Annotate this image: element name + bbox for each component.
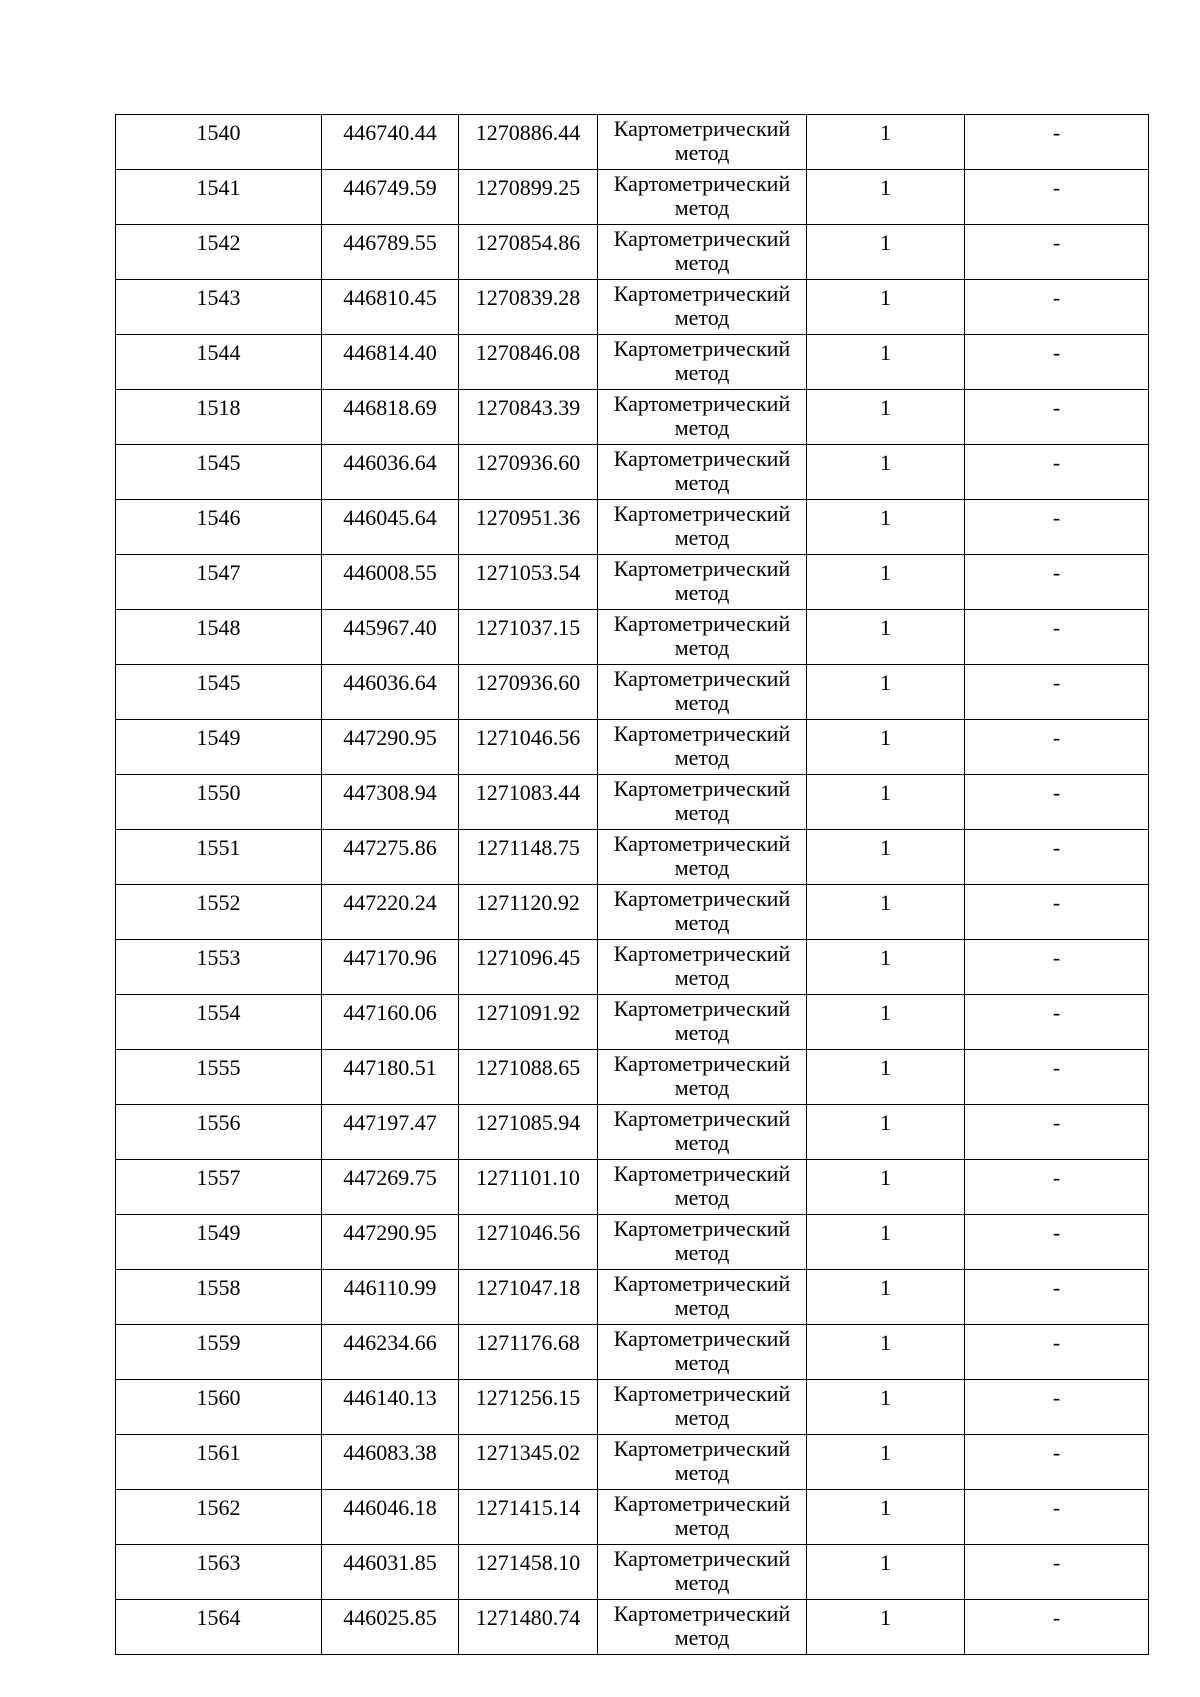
table-row: [116, 1490, 1149, 1545]
method-text-line2: метод: [674, 1570, 730, 1595]
method-text-line1: Картометрический: [613, 446, 791, 471]
point-number-cell: 1543: [116, 280, 322, 335]
y-coordinate-cell: 1271047.18: [459, 1270, 598, 1325]
method-text-line2: метод: [674, 360, 730, 385]
method-cell: [598, 1325, 807, 1380]
method-text-line1: Картометрический: [613, 1271, 791, 1296]
accuracy-cell: 1: [807, 1325, 965, 1380]
note-cell: -: [965, 225, 1149, 280]
x-coordinate-cell: 447275.86: [322, 830, 459, 885]
point-number-cell: 1549: [116, 720, 322, 775]
y-coordinate-cell: 1271458.10: [459, 1545, 598, 1600]
method-text-line1: Картометрический: [613, 666, 791, 691]
table-row: [116, 1600, 1149, 1655]
accuracy-cell: 1: [807, 940, 965, 995]
x-coordinate-cell: 447290.95: [322, 1215, 459, 1270]
point-number-cell: 1545: [116, 445, 322, 500]
x-coordinate-cell: 446749.59: [322, 170, 459, 225]
x-coordinate-cell: 447197.47: [322, 1105, 459, 1160]
method-cell: [598, 280, 807, 335]
accuracy-cell: 1: [807, 830, 965, 885]
accuracy-cell: 1: [807, 885, 965, 940]
y-coordinate-cell: 1271091.92: [459, 995, 598, 1050]
table-row: [116, 445, 1149, 500]
method-text-line1: Картометрический: [613, 1491, 791, 1516]
note-cell: -: [965, 555, 1149, 610]
method-text-line2: метод: [674, 1350, 730, 1375]
table-row: [116, 885, 1149, 940]
x-coordinate-cell: 447308.94: [322, 775, 459, 830]
note-cell: -: [965, 280, 1149, 335]
accuracy-cell: 1: [807, 1105, 965, 1160]
point-number-cell: 1558: [116, 1270, 322, 1325]
y-coordinate-cell: 1271256.15: [459, 1380, 598, 1435]
x-coordinate-cell: 446036.64: [322, 445, 459, 500]
note-cell: -: [965, 170, 1149, 225]
y-coordinate-cell: 1270899.25: [459, 170, 598, 225]
point-number-cell: 1548: [116, 610, 322, 665]
note-cell: -: [965, 1215, 1149, 1270]
method-cell: [598, 1435, 807, 1490]
method-cell: [598, 225, 807, 280]
point-number-cell: 1556: [116, 1105, 322, 1160]
method-text-line1: Картометрический: [613, 171, 791, 196]
method-text-line1: Картометрический: [613, 1436, 791, 1461]
method-text-line1: Картометрический: [613, 501, 791, 526]
point-number-cell: 1564: [116, 1600, 322, 1655]
x-coordinate-cell: 446083.38: [322, 1435, 459, 1490]
x-coordinate-cell: 446031.85: [322, 1545, 459, 1600]
table-row: [116, 610, 1149, 665]
method-text-line2: метод: [674, 855, 730, 880]
method-text-line2: метод: [674, 690, 730, 715]
note-cell: -: [965, 1490, 1149, 1545]
table-row: [116, 500, 1149, 555]
method-text-line2: метод: [674, 1185, 730, 1210]
x-coordinate-cell: 446008.55: [322, 555, 459, 610]
method-text-line2: метод: [674, 1405, 730, 1430]
table-row: [116, 225, 1149, 280]
method-cell: [598, 940, 807, 995]
point-number-cell: 1544: [116, 335, 322, 390]
accuracy-cell: 1: [807, 500, 965, 555]
point-number-cell: 1545: [116, 665, 322, 720]
table-row: [116, 1380, 1149, 1435]
method-cell: [598, 445, 807, 500]
x-coordinate-cell: 447220.24: [322, 885, 459, 940]
method-text-line1: Картометрический: [613, 886, 791, 911]
accuracy-cell: 1: [807, 1270, 965, 1325]
x-coordinate-cell: 446789.55: [322, 225, 459, 280]
note-cell: -: [965, 1050, 1149, 1105]
y-coordinate-cell: 1270843.39: [459, 390, 598, 445]
method-cell: [598, 1600, 807, 1655]
y-coordinate-cell: 1271088.65: [459, 1050, 598, 1105]
y-coordinate-cell: 1271101.10: [459, 1160, 598, 1215]
table-row: [116, 720, 1149, 775]
note-cell: -: [965, 665, 1149, 720]
method-text-line2: метод: [674, 1625, 730, 1650]
point-number-cell: 1550: [116, 775, 322, 830]
method-cell: [598, 665, 807, 720]
x-coordinate-cell: 446810.45: [322, 280, 459, 335]
note-cell: -: [965, 720, 1149, 775]
method-text-line1: Картометрический: [613, 391, 791, 416]
point-number-cell: 1560: [116, 1380, 322, 1435]
y-coordinate-cell: 1271085.94: [459, 1105, 598, 1160]
point-number-cell: 1561: [116, 1435, 322, 1490]
accuracy-cell: 1: [807, 170, 965, 225]
x-coordinate-cell: 446140.13: [322, 1380, 459, 1435]
point-number-cell: 1549: [116, 1215, 322, 1270]
point-number-cell: 1552: [116, 885, 322, 940]
x-coordinate-cell: 447160.06: [322, 995, 459, 1050]
accuracy-cell: 1: [807, 1435, 965, 1490]
method-text-line1: Картометрический: [613, 776, 791, 801]
x-coordinate-cell: 446046.18: [322, 1490, 459, 1545]
note-cell: -: [965, 940, 1149, 995]
y-coordinate-cell: 1271096.45: [459, 940, 598, 995]
method-text-line2: метод: [674, 250, 730, 275]
table-row: [116, 830, 1149, 885]
note-cell: -: [965, 445, 1149, 500]
method-cell: [598, 610, 807, 665]
table-row: [116, 1105, 1149, 1160]
note-cell: -: [965, 830, 1149, 885]
note-cell: -: [965, 1105, 1149, 1160]
method-cell: [598, 1380, 807, 1435]
table-row: [116, 280, 1149, 335]
point-number-cell: 1562: [116, 1490, 322, 1545]
table-row: [116, 555, 1149, 610]
method-cell: [598, 1160, 807, 1215]
method-text-line2: метод: [674, 1020, 730, 1045]
accuracy-cell: 1: [807, 445, 965, 500]
point-number-cell: 1563: [116, 1545, 322, 1600]
accuracy-cell: 1: [807, 665, 965, 720]
method-cell: [598, 1270, 807, 1325]
method-cell: [598, 720, 807, 775]
method-text-line1: Картометрический: [613, 226, 791, 251]
method-text-line1: Картометрический: [613, 281, 791, 306]
method-text-line2: метод: [674, 1295, 730, 1320]
y-coordinate-cell: 1271083.44: [459, 775, 598, 830]
point-number-cell: 1518: [116, 390, 322, 445]
accuracy-cell: 1: [807, 1545, 965, 1600]
method-text-line2: метод: [674, 305, 730, 330]
method-text-line1: Картометрический: [613, 1326, 791, 1351]
point-number-cell: 1547: [116, 555, 322, 610]
note-cell: -: [965, 610, 1149, 665]
method-text-line1: Картометрический: [613, 1106, 791, 1131]
method-text-line1: Картометрический: [613, 556, 791, 581]
method-cell: [598, 1490, 807, 1545]
note-cell: -: [965, 1160, 1149, 1215]
method-text-line2: метод: [674, 800, 730, 825]
method-text-line1: Картометрический: [613, 721, 791, 746]
accuracy-cell: 1: [807, 1380, 965, 1435]
point-number-cell: 1540: [116, 115, 322, 170]
y-coordinate-cell: 1270854.86: [459, 225, 598, 280]
x-coordinate-cell: 446045.64: [322, 500, 459, 555]
y-coordinate-cell: 1270846.08: [459, 335, 598, 390]
method-text-line2: метод: [674, 910, 730, 935]
accuracy-cell: 1: [807, 1490, 965, 1545]
method-text-line2: метод: [674, 580, 730, 605]
method-text-line2: метод: [674, 745, 730, 770]
method-text-line1: Картометрический: [613, 941, 791, 966]
y-coordinate-cell: 1270886.44: [459, 115, 598, 170]
x-coordinate-cell: 446110.99: [322, 1270, 459, 1325]
point-number-cell: 1559: [116, 1325, 322, 1380]
table-row: [116, 665, 1149, 720]
table-row: [116, 1435, 1149, 1490]
method-cell: [598, 555, 807, 610]
method-cell: [598, 1215, 807, 1270]
table-row: [116, 1325, 1149, 1380]
point-number-cell: 1542: [116, 225, 322, 280]
x-coordinate-cell: 446025.85: [322, 1600, 459, 1655]
table-row: [116, 995, 1149, 1050]
note-cell: -: [965, 1435, 1149, 1490]
point-number-cell: 1557: [116, 1160, 322, 1215]
coordinates-table-body: [116, 115, 1149, 1655]
accuracy-cell: 1: [807, 995, 965, 1050]
method-cell: [598, 885, 807, 940]
y-coordinate-cell: 1271037.15: [459, 610, 598, 665]
y-coordinate-cell: 1270839.28: [459, 280, 598, 335]
method-text-line1: Картометрический: [613, 996, 791, 1021]
accuracy-cell: 1: [807, 775, 965, 830]
point-number-cell: 1546: [116, 500, 322, 555]
table-row: [116, 335, 1149, 390]
method-text-line1: Картометрический: [613, 116, 791, 141]
table-row: [116, 1050, 1149, 1105]
y-coordinate-cell: 1271415.14: [459, 1490, 598, 1545]
y-coordinate-cell: 1271046.56: [459, 720, 598, 775]
note-cell: -: [965, 775, 1149, 830]
table-row: [116, 170, 1149, 225]
point-number-cell: 1554: [116, 995, 322, 1050]
x-coordinate-cell: 445967.40: [322, 610, 459, 665]
method-text-line2: метод: [674, 470, 730, 495]
x-coordinate-cell: 446814.40: [322, 335, 459, 390]
method-cell: [598, 1050, 807, 1105]
note-cell: -: [965, 1380, 1149, 1435]
method-cell: [598, 830, 807, 885]
note-cell: -: [965, 1270, 1149, 1325]
note-cell: -: [965, 1600, 1149, 1655]
method-text-line2: метод: [674, 525, 730, 550]
accuracy-cell: 1: [807, 1160, 965, 1215]
note-cell: -: [965, 1325, 1149, 1380]
accuracy-cell: 1: [807, 720, 965, 775]
y-coordinate-cell: 1271046.56: [459, 1215, 598, 1270]
table-row: [116, 1545, 1149, 1600]
method-text-line2: метод: [674, 1130, 730, 1155]
point-number-cell: 1555: [116, 1050, 322, 1105]
method-cell: [598, 995, 807, 1050]
point-number-cell: 1551: [116, 830, 322, 885]
method-cell: [598, 500, 807, 555]
method-text-line2: метод: [674, 195, 730, 220]
x-coordinate-cell: 446036.64: [322, 665, 459, 720]
method-text-line2: метод: [674, 1460, 730, 1485]
y-coordinate-cell: 1270951.36: [459, 500, 598, 555]
method-text-line2: метод: [674, 415, 730, 440]
method-cell: [598, 170, 807, 225]
y-coordinate-cell: 1271176.68: [459, 1325, 598, 1380]
accuracy-cell: 1: [807, 335, 965, 390]
method-cell: [598, 115, 807, 170]
table-row: [116, 1160, 1149, 1215]
method-text-line1: Картометрический: [613, 1601, 791, 1626]
y-coordinate-cell: 1271053.54: [459, 555, 598, 610]
method-text-line1: Картометрический: [613, 336, 791, 361]
note-cell: -: [965, 995, 1149, 1050]
accuracy-cell: 1: [807, 555, 965, 610]
table-row: [116, 775, 1149, 830]
method-text-line2: метод: [674, 140, 730, 165]
note-cell: -: [965, 500, 1149, 555]
method-text-line2: метод: [674, 1075, 730, 1100]
method-text-line1: Картометрический: [613, 611, 791, 636]
method-text-line1: Картометрический: [613, 1546, 791, 1571]
y-coordinate-cell: 1270936.60: [459, 665, 598, 720]
point-number-cell: 1541: [116, 170, 322, 225]
method-cell: [598, 390, 807, 445]
method-text-line2: метод: [674, 965, 730, 990]
table-row: [116, 390, 1149, 445]
x-coordinate-cell: 446740.44: [322, 115, 459, 170]
method-text-line2: метод: [674, 635, 730, 660]
note-cell: -: [965, 115, 1149, 170]
accuracy-cell: 1: [807, 280, 965, 335]
method-text-line2: метод: [674, 1240, 730, 1265]
accuracy-cell: 1: [807, 1215, 965, 1270]
accuracy-cell: 1: [807, 390, 965, 445]
accuracy-cell: 1: [807, 115, 965, 170]
coordinates-table: [115, 114, 1149, 1655]
table-row: [116, 940, 1149, 995]
table-row: [116, 1270, 1149, 1325]
method-text-line1: Картометрический: [613, 1051, 791, 1076]
note-cell: -: [965, 1545, 1149, 1600]
accuracy-cell: 1: [807, 225, 965, 280]
accuracy-cell: 1: [807, 1600, 965, 1655]
y-coordinate-cell: 1271345.02: [459, 1435, 598, 1490]
point-number-cell: 1553: [116, 940, 322, 995]
method-cell: [598, 1105, 807, 1160]
y-coordinate-cell: 1271148.75: [459, 830, 598, 885]
method-text-line1: Картометрический: [613, 1216, 791, 1241]
note-cell: -: [965, 335, 1149, 390]
method-cell: [598, 1545, 807, 1600]
method-text-line1: Картометрический: [613, 1381, 791, 1406]
table-row: [116, 1215, 1149, 1270]
method-cell: [598, 775, 807, 830]
table-row: [116, 115, 1149, 170]
x-coordinate-cell: 446234.66: [322, 1325, 459, 1380]
accuracy-cell: 1: [807, 610, 965, 665]
method-text-line1: Картометрический: [613, 831, 791, 856]
method-text-line1: Картометрический: [613, 1161, 791, 1186]
x-coordinate-cell: 447170.96: [322, 940, 459, 995]
accuracy-cell: 1: [807, 1050, 965, 1105]
x-coordinate-cell: 447290.95: [322, 720, 459, 775]
note-cell: -: [965, 885, 1149, 940]
method-cell: [598, 335, 807, 390]
y-coordinate-cell: 1271480.74: [459, 1600, 598, 1655]
y-coordinate-cell: 1270936.60: [459, 445, 598, 500]
y-coordinate-cell: 1271120.92: [459, 885, 598, 940]
note-cell: -: [965, 390, 1149, 445]
method-text-line2: метод: [674, 1515, 730, 1540]
x-coordinate-cell: 446818.69: [322, 390, 459, 445]
x-coordinate-cell: 447180.51: [322, 1050, 459, 1105]
x-coordinate-cell: 447269.75: [322, 1160, 459, 1215]
